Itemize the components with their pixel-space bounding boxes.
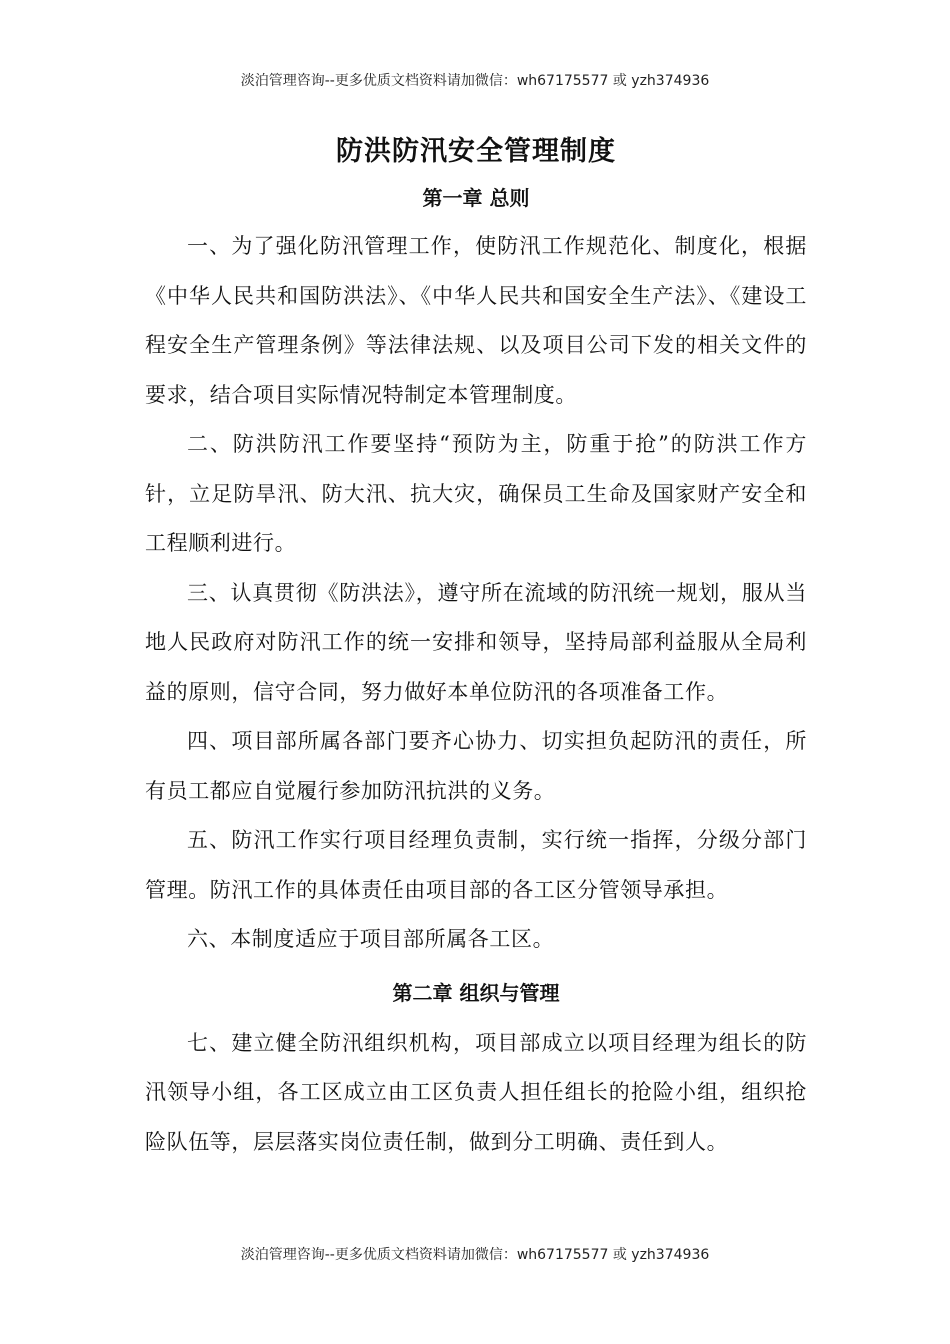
- paragraph: 五、防汛工作实行项目经理负责制，实行统一指挥，分级分部门管理。防汛工作的具体责任由项目部的各工区分管领导承担。: [145, 828, 807, 902]
- paragraph: 六、本制度适应于项目部所属各工区。: [187, 927, 555, 951]
- paragraph: 四、项目部所属各部门要齐心协力、切实担负起防汛的责任，所有员工都应自觉履行参加防汛抗洪的义务。: [145, 729, 807, 803]
- paragraph: 一、为了强化防汛管理工作，使防汛工作规范化、制度化，根据《中华人民共和国防洪法》、《中华人民共和国安全生产法》、《建设工程安全生产管理条例》等法律法规、以及项目公司下发的相关文件的要求，结合项目实际情况特制定本管理制度。: [145, 234, 807, 407]
- paragraph: 二、防洪防汛工作要坚持“预防为主，防重于抢”的防洪工作方针，立足防旱汛、防大汛、抗大灾，确保员工生命及国家财产安全和工程顺利进行。: [145, 432, 807, 555]
- document-body: [145, 132, 807, 1167]
- page-header: 淡泊管理咨询--更多优质文档资料请加微信：wh67175577 或 yzh374936: [240, 73, 710, 89]
- page-footer: 淡泊管理咨询--更多优质文档资料请加微信：wh67175577 或 yzh374936: [240, 1247, 710, 1263]
- paragraph: 七、建立健全防汛组织机构，项目部成立以项目经理为组长的防汛领导小组，各工区成立由工区负责人担任组长的抢险小组，组织抢险队伍等，层层落实岗位责任制，做到分工明确、责任到人。: [145, 1030, 807, 1154]
- chapter-heading: 第一章 总则: [422, 186, 530, 210]
- paragraph: 三、认真贯彻《防洪法》，遵守所在流域的防汛统一规划，服从当地人民政府对防汛工作的统一安排和领导，坚持局部利益服从全局利益的原则，信守合同，努力做好本单位防汛的各项准备工作。: [145, 580, 807, 704]
- document-title: 防洪防汛安全管理制度: [336, 136, 616, 167]
- chapter-heading: 第二章 组织与管理: [392, 980, 560, 1005]
